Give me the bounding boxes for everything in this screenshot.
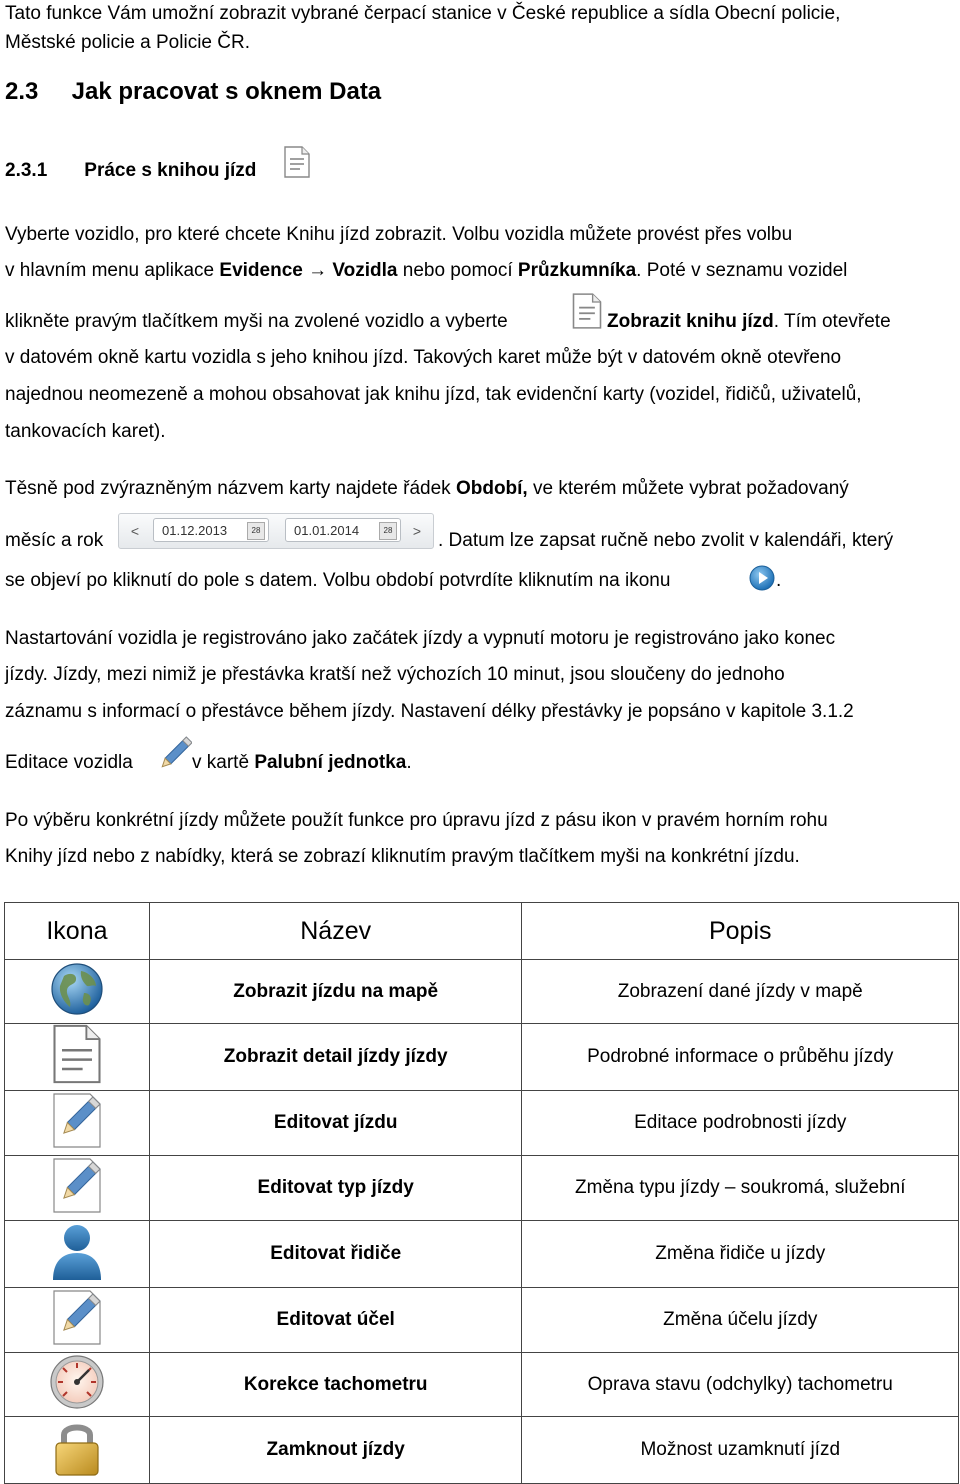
subsection-number: 2.3.1	[5, 160, 48, 181]
date-to-field[interactable]: 01.01.2014 28	[285, 518, 401, 542]
intro-line-2: Městské policie a Policie ČR.	[5, 32, 250, 53]
play-confirm-icon	[749, 565, 775, 591]
para1-line-6: tankovacích karet).	[5, 421, 166, 442]
row-name: Zamknout jízdy	[149, 1417, 522, 1484]
para2-line-1: Těsně pod zvýrazněným názvem karty najdete řádek Období, ve kterém můžete vybrat požadovaný	[5, 478, 849, 499]
row-name: Editovat řidiče	[149, 1221, 522, 1288]
subsection-heading	[5, 160, 256, 182]
table-header-row	[5, 903, 959, 960]
show-logbook-icon	[571, 293, 603, 329]
calendar-icon[interactable]: 28	[379, 522, 397, 540]
row-name: Zobrazit detail jízdy jízdy	[149, 1024, 522, 1091]
para2-line-3-end: .	[776, 570, 782, 591]
header-name: Název	[149, 903, 522, 960]
para3-line-4a: Editace vozidla	[5, 752, 133, 773]
pencil-icon	[50, 1288, 104, 1346]
icon-cell	[5, 960, 150, 1024]
header-description: Popis	[522, 903, 959, 960]
para3-line-4b: v kartě Palubní jednotka.	[192, 752, 412, 773]
row-description: Oprava stavu (odchylky) tachometru	[522, 1353, 959, 1417]
row-description: Možnost uzamknutí jízd	[522, 1417, 959, 1484]
para1-line-2: v hlavním menu aplikace Evidence → Vozidla nebo pomocí Průzkumníka. Poté v seznamu vozidel	[5, 260, 848, 281]
para2-line-2b: . Datum lze zapsat ručně nebo zvolit v kalendáři, který	[438, 530, 894, 551]
speedometer-icon	[49, 1354, 105, 1410]
calendar-icon[interactable]: 28	[247, 522, 265, 540]
table-row	[5, 1288, 959, 1353]
section-number: 2.3	[5, 78, 39, 105]
icon-cell	[5, 1417, 150, 1484]
para4-line-2: Knihy jízd nebo z nabídky, která se zobrazí kliknutím pravým tlačítkem myši na konkrétní jízdu.	[5, 846, 800, 867]
icon-cell	[5, 1353, 150, 1417]
lock-icon	[52, 1417, 102, 1477]
row-description: Editace podrobnosti jízdy	[522, 1091, 959, 1156]
row-description: Změna řidiče u jízdy	[522, 1221, 959, 1288]
icon-cell	[5, 1091, 150, 1156]
icon-cell	[5, 1221, 150, 1288]
prev-period-button[interactable]: <	[130, 523, 140, 539]
para1-line-3: klikněte pravým tlačítkem myši na zvolené vozidlo a vyberte	[5, 311, 508, 332]
section-heading	[5, 78, 381, 106]
para3-line-2: jízdy. Jízdy, mezi nimiž je přestávka kratší než výchozích 10 minut, jsou sloučeny do jednoho	[5, 664, 785, 685]
next-period-button[interactable]: >	[412, 523, 422, 539]
para1-line-5: najednou neomezeně a mohou obsahovat jak knihu jízd, tak evidenční karty (vozidel, řidičů, uživatelů,	[5, 384, 862, 405]
pencil-icon	[50, 1091, 104, 1149]
table-row	[5, 1156, 959, 1221]
table-row	[5, 1417, 959, 1484]
functions-table	[4, 902, 959, 1484]
intro-line-1: Tato funkce Vám umožní zobrazit vybrané čerpací stanice v České republice a sídla Obecní policie,	[5, 3, 841, 24]
document-icon	[50, 1024, 104, 1084]
row-name: Editovat typ jízdy	[149, 1156, 522, 1221]
table-row	[5, 1221, 959, 1288]
section-title: Jak pracovat s oknem Data	[71, 78, 382, 105]
table-row	[5, 1024, 959, 1091]
subsection-title: Práce s knihou jízd	[84, 160, 257, 181]
edit-pencil-icon	[158, 736, 192, 772]
row-description: Zobrazení dané jízdy v mapě	[522, 960, 959, 1024]
globe-icon	[50, 962, 104, 1016]
header-icon: Ikona	[5, 903, 150, 960]
icon-cell	[5, 1024, 150, 1091]
row-description: Změna typu jízdy – soukromá, služební	[522, 1156, 959, 1221]
para3-line-1: Nastartování vozidla je registrováno jako začátek jízdy a vypnutí motoru je registrováno jako konec	[5, 628, 836, 649]
row-name: Korekce tachometru	[149, 1353, 522, 1417]
table-row	[5, 960, 959, 1024]
para3-line-3: záznamu s informací o přestávce během jízdy. Nastavení délky přestávky je popsáno v kapitole 3.1.2	[5, 701, 854, 722]
table-row	[5, 1353, 959, 1417]
para2-line-2a: měsíc a rok	[5, 530, 104, 551]
para1-line-4: v datovém okně kartu vozidla s jeho knihou jízd. Takových karet může být v datovém okně otevřeno	[5, 347, 842, 368]
row-name: Zobrazit jízdu na mapě	[149, 960, 522, 1024]
table-row	[5, 1091, 959, 1156]
para1-line-3b: Zobrazit knihu jízd. Tím otevřete	[607, 311, 891, 332]
date-from-field[interactable]: 01.12.2013 28	[153, 518, 269, 542]
row-description: Podrobné informace o průběhu jízdy	[522, 1024, 959, 1091]
pencil-icon	[50, 1156, 104, 1214]
row-description: Změna účelu jízdy	[522, 1288, 959, 1353]
user-icon	[50, 1221, 104, 1281]
row-name: Editovat jízdu	[149, 1091, 522, 1156]
icon-cell	[5, 1288, 150, 1353]
document-icon	[283, 146, 311, 178]
para1-line-1: Vyberte vozidlo, pro které chcete Knihu jízd zobrazit. Volbu vozidla můžete provést přes volbu	[5, 224, 793, 245]
para2-line-3: se objeví po kliknutí do pole s datem. Volbu období potvrdíte kliknutím na ikonu	[5, 570, 671, 591]
row-name: Editovat účel	[149, 1288, 522, 1353]
para4-line-1: Po výběru konkrétní jízdy můžete použít funkce pro úpravu jízd z pásu ikon v pravém horním rohu	[5, 810, 828, 831]
icon-cell	[5, 1156, 150, 1221]
period-selector	[118, 513, 434, 549]
